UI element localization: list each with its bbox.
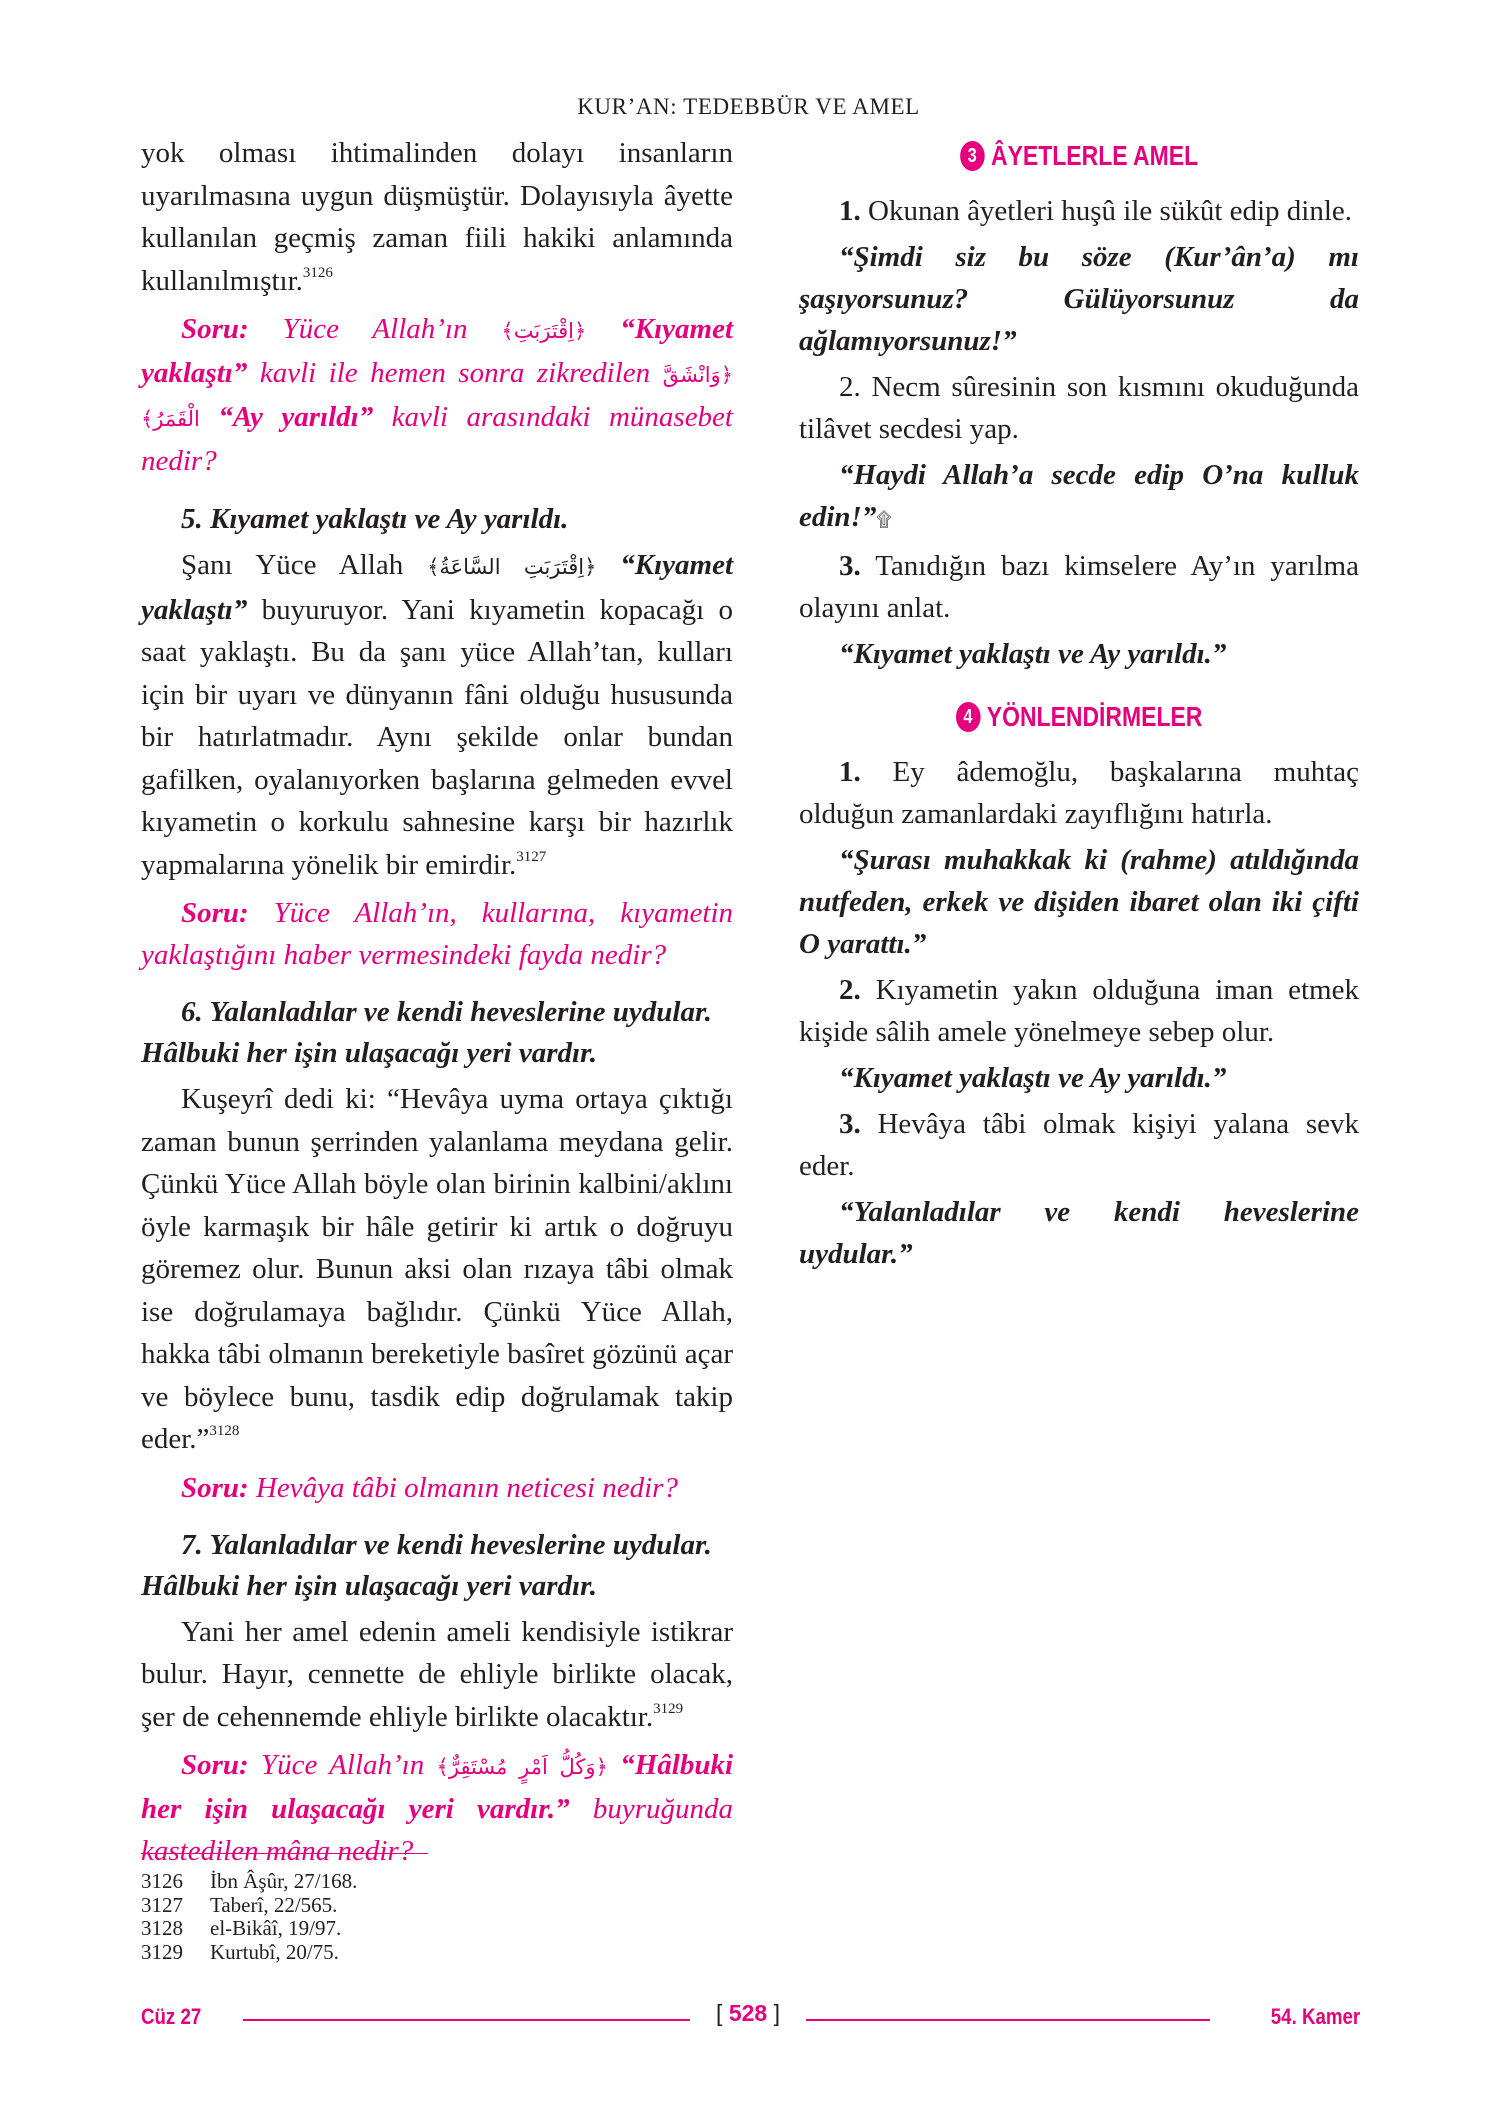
- paragraph: Kuşeyrî dedi ki: “Hevâya uyma ortaya çıktığı zaman bunun şerrinden yalanlama meydana gelir. Çünkü Yüce Allah böyle olan birinin kalbini/aklını öyle karmaşık bir hâle getirir ki artık o doğruyu göremez olur. Bunun aksi olan rızaya tâbi olmak ise doğrulamaya bağlıdır. Çünkü Yüce Allah, hakka tâbi olmanın bereketiyle basîret gözünü açar ve böylece bunu, tasdik edip doğrulamak takip eder.”$^{3128}$: [141, 1083, 733, 1455]
- list-item: 2. Necm sûresinin son kısmını okuduğunda tilâvet secdesi yap.: [799, 371, 1359, 445]
- footnote: 3126 İbn Âşûr, 27/168.: [141, 1869, 358, 1893]
- list-item: 3. Tanıdığın bazı kimselere Ay’ın yarılma olayını anlat.: [799, 550, 1359, 624]
- arabic-verse: ﴿وَانْشَقَّ الْقَمَرُ﴾: [141, 363, 733, 431]
- sajda-mark-icon: ۩: [876, 509, 892, 531]
- list-item: 3. Hevâya tâbi olmak kişiyi yalana sevk eder.: [799, 1108, 1359, 1182]
- verse-quote: “Kıyamet yaklaştı ve Ay yarıldı.”: [839, 638, 1227, 670]
- footer-rule-right: [806, 2019, 1210, 2021]
- verse-quote: “Kıyamet yaklaştı ve Ay yarıldı.”: [839, 1062, 1227, 1094]
- arabic-verse: ﴿وَكُلُّ اَمْرٍ مُسْتَقِرٌّ﴾: [436, 1755, 608, 1779]
- verse-heading: 5. Kıyamet yaklaştı ve Ay yarıldı.: [181, 503, 569, 535]
- footnote-divider: [141, 1853, 428, 1854]
- list-item: 1. Okunan âyetleri huşû ile sükût edip dinle.: [839, 195, 1353, 227]
- question: Soru: Yüce Allah’ın, kullarına, kıyametin yaklaştığını haber vermesindeki fayda nedir?: [141, 897, 733, 971]
- running-header: KUR’AN: TEDEBBÜR VE AMEL: [577, 94, 920, 119]
- page-footer: [0, 2000, 1497, 2040]
- section-number-badge: 4: [956, 702, 981, 732]
- verse-quote: “Şurası muhakkak ki (rahme) atıldığında nutfeden, erkek ve dişiden ibaret olan iki çifti O yarattı.”: [799, 844, 1359, 960]
- question: Soru: Yüce Allah’ın ﴿وَكُلُّ اَمْرٍ مُسْتَقِرٌّ﴾ “Hâlbuki her işin ulaşacağı yeri vardır.” buyruğunda kastedilen mâna nedir?: [141, 1749, 734, 1867]
- page-number: [ 528 ]: [716, 2000, 780, 2026]
- arabic-verse: ﴿اِقْتَرَبَتِ﴾: [501, 319, 587, 343]
- footnote: 3129 Kurtubî, 20/75.: [141, 1939, 339, 1964]
- section-title-ayetlerle-amel: 3 ÂYETLERLE AMEL: [849, 136, 1308, 176]
- juz-label: Cüz 27: [141, 2004, 202, 2029]
- left-column: [141, 132, 733, 1872]
- paragraph: Şanı Yüce Allah ﴿اِقْتَرَبَتِ السَّاعَةُ﴾ “Kıyamet yaklaştı” buyuruyor. Yani kıyametin kopacağı o saat yaklaştı. Bu da şanı yüce Allah’tan, kulları için bir uyarı ve dünyanın fâni olduğu hususunda bir hatırlatmadır. Aynı şekilde onlar bundan gafilken, oyalanıyorken başlarına gelmeden evvel kıyametin o korkulu sahnesine karşı bir hazırlık yapmalarına yönelik bir emirdir.$^{3127}$: [141, 549, 734, 881]
- section-number-badge: 3: [960, 141, 985, 171]
- footnote: 3128 el-Bikâî, 19/97.: [141, 1916, 342, 1940]
- question: Soru: Yüce Allah’ın ﴿اِقْتَرَبَتِ﴾ “Kıyamet yaklaştı” kavli ile hemen sonra zikredilen ﴿وَانْشَقَّ الْقَمَرُ﴾ “Ay yarıldı” kavli arasındaki münasebet nedir?: [141, 313, 733, 477]
- list-item: 1. Ey âdemoğlu, başkalarına muhtaç olduğun zamanlardaki zayıflığını hatırla.: [799, 756, 1359, 830]
- arabic-verse: ﴿اِقْتَرَبَتِ السَّاعَةُ﴾: [427, 555, 597, 579]
- right-column: [799, 132, 1359, 1279]
- list-item: 2. Kıyametin yakın olduğuna iman etmek kişide sâlih amele yönelmeye sebep olur.: [799, 974, 1359, 1048]
- surah-label: 54. Kamer: [1270, 2004, 1360, 2029]
- verse-quote: “Haydi Allah’a secde edip O’na kulluk edin!”۩: [799, 459, 1359, 533]
- verse-quote: “Şimdi siz bu söze (Kur’ân’a) mı şaşıyorsunuz? Gülüyorsunuz da ağlamıyorsunuz!”: [799, 241, 1359, 357]
- footnote-ref[interactable]: 3126: [302, 264, 333, 281]
- footnote-ref[interactable]: 3129: [653, 1700, 684, 1717]
- paragraph: yok olması ihtimalinden dolayı insanların uyarılmasına uygun düşmüştür. Dolayısıyla âyette kullanılan geçmiş zaman fiili hakiki anlamında kullanılmıştır.$^{3126}$: [141, 137, 733, 297]
- section-title-yonlendirmeler: 4 YÖNLENDİRMELER: [849, 697, 1308, 737]
- verse-heading: 7. Yalanladılar ve kendi heveslerine uydular. Hâlbuki her işin ulaşacağı yeri vardır.: [141, 1528, 712, 1602]
- footnote: 3127 Taberî, 22/565.: [141, 1892, 338, 1917]
- footer-rule-left: [243, 2019, 690, 2021]
- paragraph: Yani her amel edenin ameli kendisiyle istikrar bulur. Hayır, cennette de ehliyle birlikte olacak, şer de cehennemde ehliyle birlikte olacaktır.$^{3129}$: [141, 1615, 733, 1733]
- footnote-ref[interactable]: 3127: [516, 848, 547, 865]
- question: Soru: Hevâya tâbi olmanın neticesi nedir?: [181, 1471, 678, 1504]
- verse-quote: “Yalanladılar ve kendi heveslerine uydular.”: [799, 1196, 1359, 1270]
- footnote-ref[interactable]: 3128: [209, 1423, 240, 1439]
- verse-heading: 6. Yalanladılar ve kendi heveslerine uydular. Hâlbuki her işin ulaşacağı yeri vardır.: [141, 996, 712, 1069]
- footnotes: [141, 1870, 641, 1964]
